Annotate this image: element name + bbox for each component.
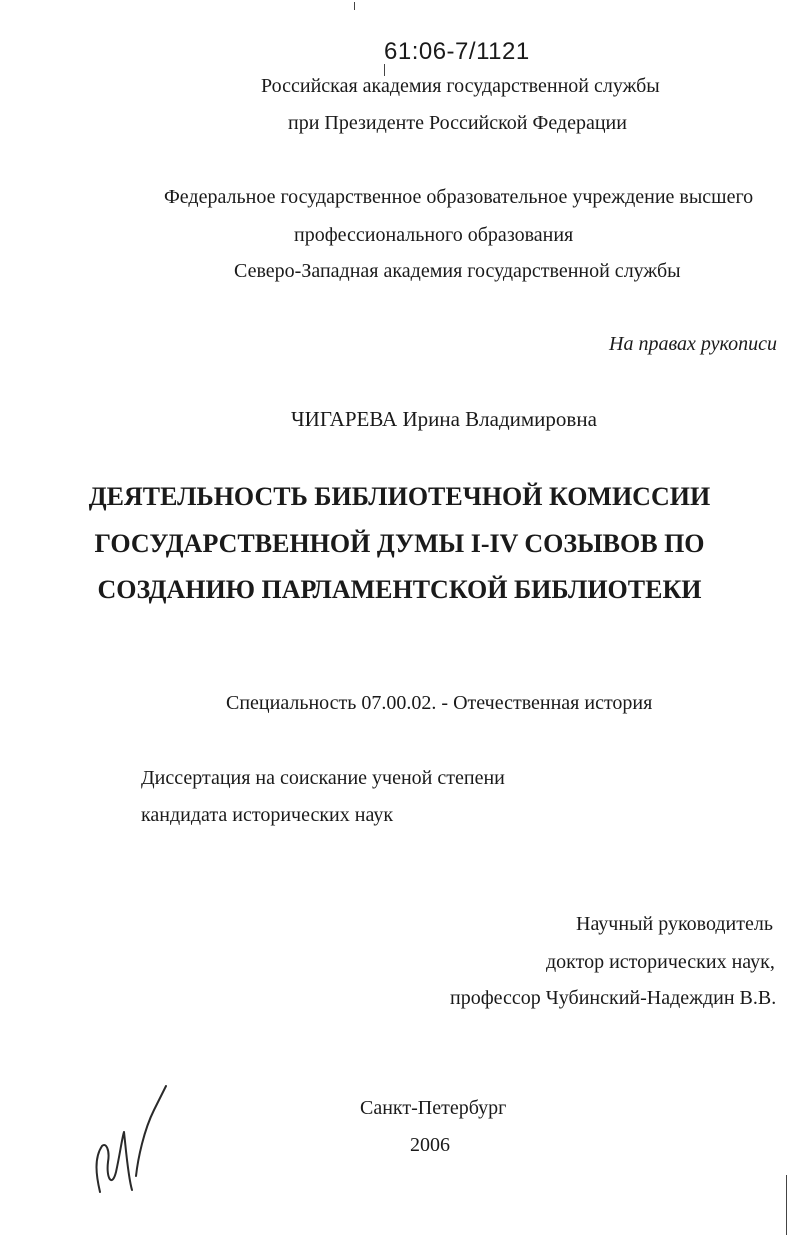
institution-line-1: Федеральное государственное образовательное учреждение высшего [164,186,754,208]
thesis-title-line-3: СОЗДАНИЮ ПАРЛАМЕНТСКОЙ БИБЛИОТЕКИ [97,575,702,604]
handwritten-signature [88,1080,178,1200]
advisor-line-2: доктор исторических наук, [546,951,775,973]
degree-line-1: Диссертация на соискание ученой степени [141,767,505,789]
thesis-title-line-1: ДЕЯТЕЛЬНОСТЬ БИБЛИОТЕЧНОЙ КОМИССИИ [88,482,711,511]
degree-line-2: кандидата исторических наук [141,804,394,826]
scan-mark [354,2,355,10]
registry-code: 61:06-7/1121 [384,38,530,65]
institution-line-3: Северо-Западная академия государственной службы [234,260,681,282]
thesis-title-line-2: ГОСУДАРСТВЕННОЙ ДУМЫ I-IV СОЗЫВОВ ПО [94,529,705,558]
advisor-line-3: профессор Чубинский-Надеждин В.В. [450,987,777,1009]
advisor-line-1: Научный руководитель [576,913,773,935]
specialty: Специальность 07.00.02. - Отечественная история [226,692,653,714]
institution-line-2: профессионального образования [294,224,574,246]
author-name: ЧИГАРЕВА Ирина Владимировна [291,407,597,431]
year: 2006 [410,1134,450,1156]
city: Санкт-Петербург [360,1097,507,1119]
academy-line-2: при Президенте Российской Федерации [288,112,627,134]
scan-edge [786,1175,787,1235]
academy-line-1: Российская академия государственной службы [261,75,660,97]
manuscript-rights: На правах рукописи [609,333,777,355]
